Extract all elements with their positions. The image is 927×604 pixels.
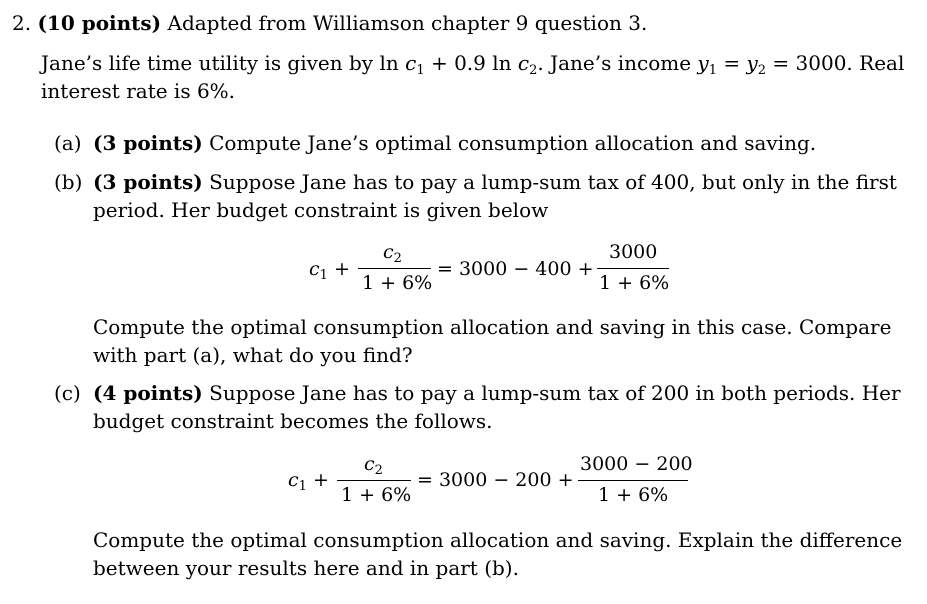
part-b-line-1 bbox=[93, 170, 897, 194]
eq-b-lhs bbox=[309, 258, 350, 283]
intro-text-e: = 3000. Real bbox=[766, 51, 905, 75]
eq-c-frac2-line bbox=[578, 480, 688, 481]
intro-text-d: = bbox=[716, 51, 747, 75]
part-c-after-1: Compute the optimal consumption allocation and saving. Explain the difference bbox=[93, 528, 903, 552]
part-a-points: (3 points) bbox=[93, 131, 203, 155]
sub-1b: 1 bbox=[708, 63, 717, 78]
eq-b-c2: c bbox=[383, 241, 394, 263]
question-heading bbox=[12, 11, 647, 35]
eq-c-frac1-den: 1 + 6% bbox=[341, 484, 412, 506]
question-number: 2. bbox=[12, 11, 32, 35]
var-y1: y bbox=[697, 51, 709, 75]
eq-c-plus: + bbox=[312, 469, 329, 491]
eq-b-sub2: 2 bbox=[393, 251, 402, 266]
part-b-after-1: Compute the optimal consumption allocation and saving in this case. Compare bbox=[93, 315, 892, 339]
eq-b-c1: c bbox=[309, 258, 320, 280]
eq-c-sub2: 2 bbox=[374, 463, 383, 478]
var-y2: y bbox=[746, 51, 758, 75]
question-title: Adapted from Williamson chapter 9 question 3. bbox=[167, 11, 648, 35]
eq-b-frac1-line bbox=[358, 268, 431, 269]
var-c1: c bbox=[405, 51, 417, 75]
eq-c-frac2-num: 3000 − 200 bbox=[580, 453, 693, 475]
part-c-line-1 bbox=[93, 381, 901, 405]
eq-c-c2: c bbox=[364, 453, 375, 475]
part-a-text bbox=[93, 131, 816, 155]
intro-text-b: + 0.9 ln bbox=[424, 51, 518, 75]
intro-text-a: Jane’s life time utility is given by ln bbox=[41, 51, 406, 75]
part-b-line-2: period. Her budget constraint is given below bbox=[93, 198, 549, 222]
eq-c-frac1-num bbox=[364, 453, 383, 478]
eq-b-frac1-num bbox=[383, 241, 402, 266]
eq-c-frac1-line bbox=[337, 480, 411, 481]
var-c2: c bbox=[517, 51, 530, 75]
eq-b-middle: = 3000 − 400 + bbox=[437, 258, 594, 280]
eq-c-middle: = 3000 − 200 + bbox=[417, 469, 574, 491]
eq-c-c1: c bbox=[288, 469, 299, 491]
part-c-after-2: between your results here and in part (b). bbox=[93, 556, 519, 580]
part-a-body: Compute Jane’s optimal consumption allocation and saving. bbox=[209, 131, 817, 155]
question-points: (10 points) bbox=[37, 11, 162, 35]
sub-1: 1 bbox=[416, 63, 425, 78]
part-c-label: (c) bbox=[54, 381, 81, 405]
part-c-points: (4 points) bbox=[93, 381, 203, 405]
eq-c-sub1: 1 bbox=[298, 479, 307, 494]
part-b-points: (3 points) bbox=[93, 170, 203, 194]
eq-b-plus: + bbox=[333, 258, 350, 280]
sub-2: 2 bbox=[529, 63, 538, 78]
eq-b-frac2-den: 1 + 6% bbox=[599, 272, 670, 294]
sub-2b: 2 bbox=[757, 63, 767, 78]
eq-b-frac2-num: 3000 bbox=[609, 241, 658, 263]
part-b-label: (b) bbox=[54, 170, 83, 194]
eq-b-sub1: 1 bbox=[319, 268, 328, 283]
part-b-after-2: with part (a), what do you find? bbox=[93, 343, 413, 367]
eq-c-frac2-den: 1 + 6% bbox=[598, 484, 669, 506]
eq-b-frac1-den: 1 + 6% bbox=[362, 272, 433, 294]
part-c-line-2: budget constraint becomes the follows. bbox=[93, 409, 493, 433]
intro-line-2: interest rate is 6%. bbox=[41, 79, 236, 103]
part-a-label: (a) bbox=[54, 131, 82, 155]
eq-b-frac2-line bbox=[597, 268, 669, 269]
part-c-body-1: Suppose Jane has to pay a lump-sum tax of 200 in both periods. Her bbox=[209, 381, 901, 405]
intro-text-c: . Jane’s income bbox=[537, 51, 698, 75]
part-b-body-1: Suppose Jane has to pay a lump-sum tax of 400, but only in the first bbox=[209, 170, 897, 194]
eq-c-lhs bbox=[288, 469, 329, 494]
